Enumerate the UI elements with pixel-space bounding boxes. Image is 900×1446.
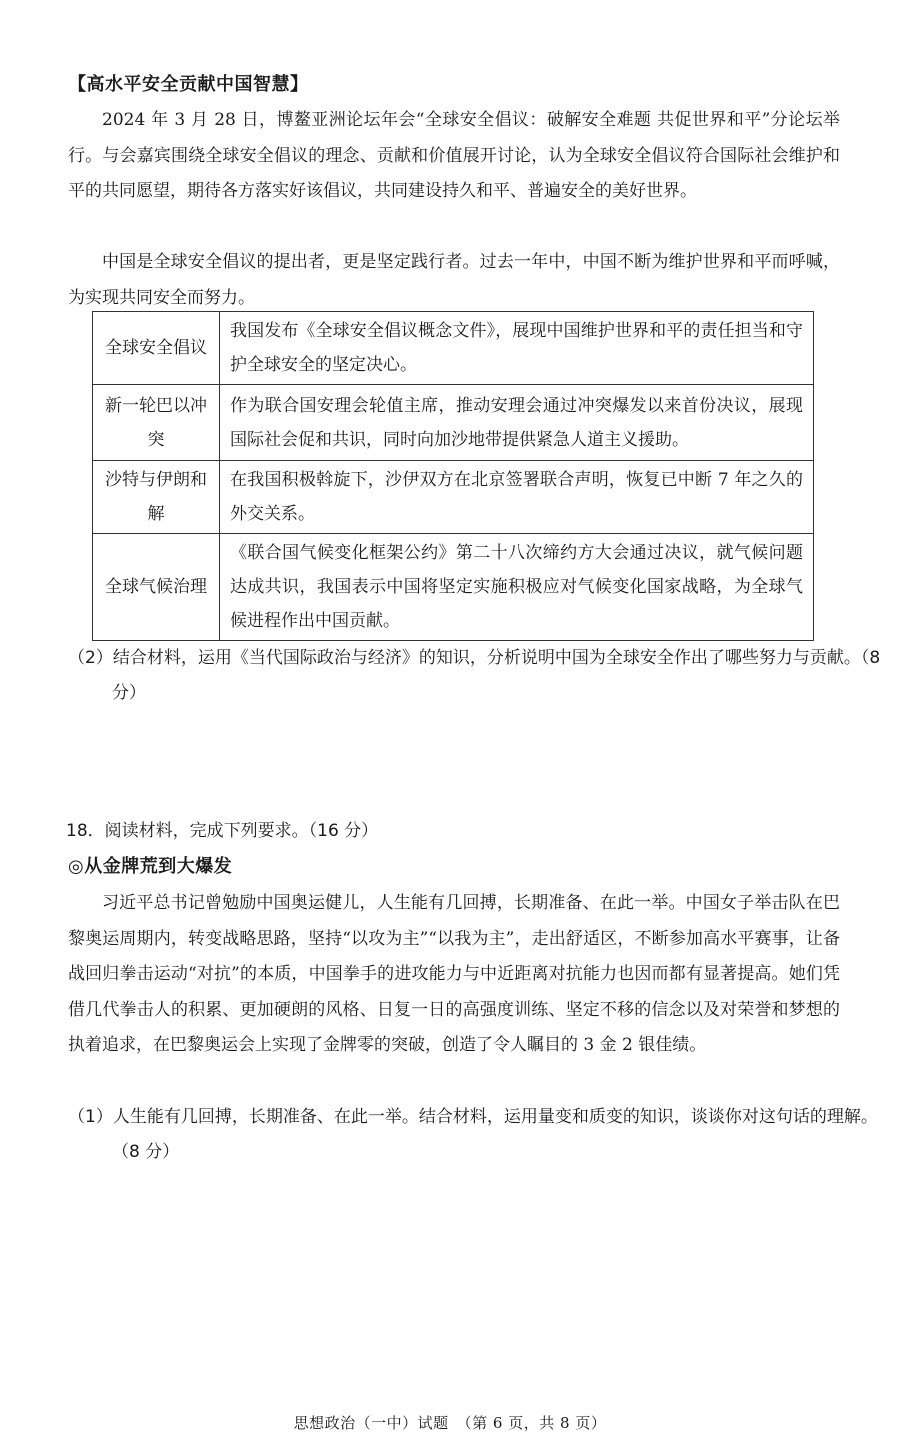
table-row-text: 在我国积极斡旋下，沙伊双方在北京签署联合声明，恢复已中断 7 年之久的外交关系。 bbox=[220, 461, 814, 534]
material-paragraph-boxing: 习近平总书记曾勉励中国奥运健儿，人生能有几回搏，长期准备、在此一举。中国女子举击队在巴黎奥运周期内，转变战略思路，坚持“以攻为主”“以我为主”，走出舒适区，不断参加高水平赛事，让备战回归拳击运动“对抗”的本质，中国拳手的进攻能力与中近距离对抗能力也因而都有显著提高。她们凭借几代拳击人的积累、更加硬朗的风格、日复一日的高强度训练、坚定不移的信念以及对荣誉和梦想的执着追求，在巴黎奥运会上实现了金牌零的突破，创造了令人瞩目的 3 金 2 银佳绩。 bbox=[68, 893, 840, 1055]
table-row-label: 全球安全倡议 bbox=[93, 312, 220, 385]
table-row bbox=[93, 312, 814, 385]
table-row-text: 作为联合国安理会轮值主席，推动安理会通过冲突爆发以来首份决议，展现国际社会促和共识，同时向加沙地带提供紧急人道主义援助。 bbox=[220, 385, 814, 461]
section-heading-boxing: ◎从金牌荒到大爆发 bbox=[68, 856, 233, 877]
table-row-label: 全球气候治理 bbox=[93, 534, 220, 641]
table-row bbox=[93, 534, 814, 641]
events-table bbox=[92, 311, 814, 641]
question-18-title: 18．阅读材料，完成下列要求。（16 分） bbox=[66, 821, 379, 841]
material-paragraph-forum: 2024 年 3 月 28 日，博鳌亚洲论坛年会“全球安全倡议：破解安全难题 共促世界和平”分论坛举行。与会嘉宾围绕全球安全倡议的理念、贡献和价值展开讨论，认为全球安全倡议符合国际社会维护和平的共同愿望，期待各方落实好该倡议，共同建设持久和平、普遍安全的美好世界。 bbox=[68, 110, 840, 201]
table-row bbox=[93, 385, 814, 461]
table-row-label: 新一轮巴以冲突 bbox=[93, 385, 220, 461]
table-row-label: 沙特与伊朗和解 bbox=[93, 461, 220, 534]
material-paragraph-china-role: 中国是全球安全倡议的提出者，更是坚定践行者。过去一年中，中国不断为维护世界和平而呼喊，为实现共同安全而努力。 bbox=[68, 252, 840, 308]
question-2-prompt: （2）结合材料，运用《当代国际政治与经济》的知识，分析说明中国为全球安全作出了哪些努力与贡献。（8 分） bbox=[68, 648, 881, 703]
page-footer: 思想政治（一中）试题 （第 6 页，共 8 页） bbox=[293, 1414, 607, 1432]
table-row bbox=[93, 461, 814, 534]
table-row-text: 我国发布《全球安全倡议概念文件》，展现中国维护世界和平的责任担当和守护全球安全的坚定决心。 bbox=[220, 312, 814, 385]
table-row-text: 《联合国气候变化框架公约》第二十八次缔约方大会通过决议，就气候问题达成共识，我国表示中国将坚定实施积极应对气候变化国家战略，为全球气候进程作出中国贡献。 bbox=[220, 534, 814, 641]
question-1-prompt: （1）人生能有几回搏，长期准备、在此一举。结合材料，运用量变和质变的知识，谈谈你对这句话的理解。（8 分） bbox=[68, 1107, 878, 1162]
section-heading-security: 【高水平安全贡献中国智慧】 bbox=[68, 74, 309, 95]
